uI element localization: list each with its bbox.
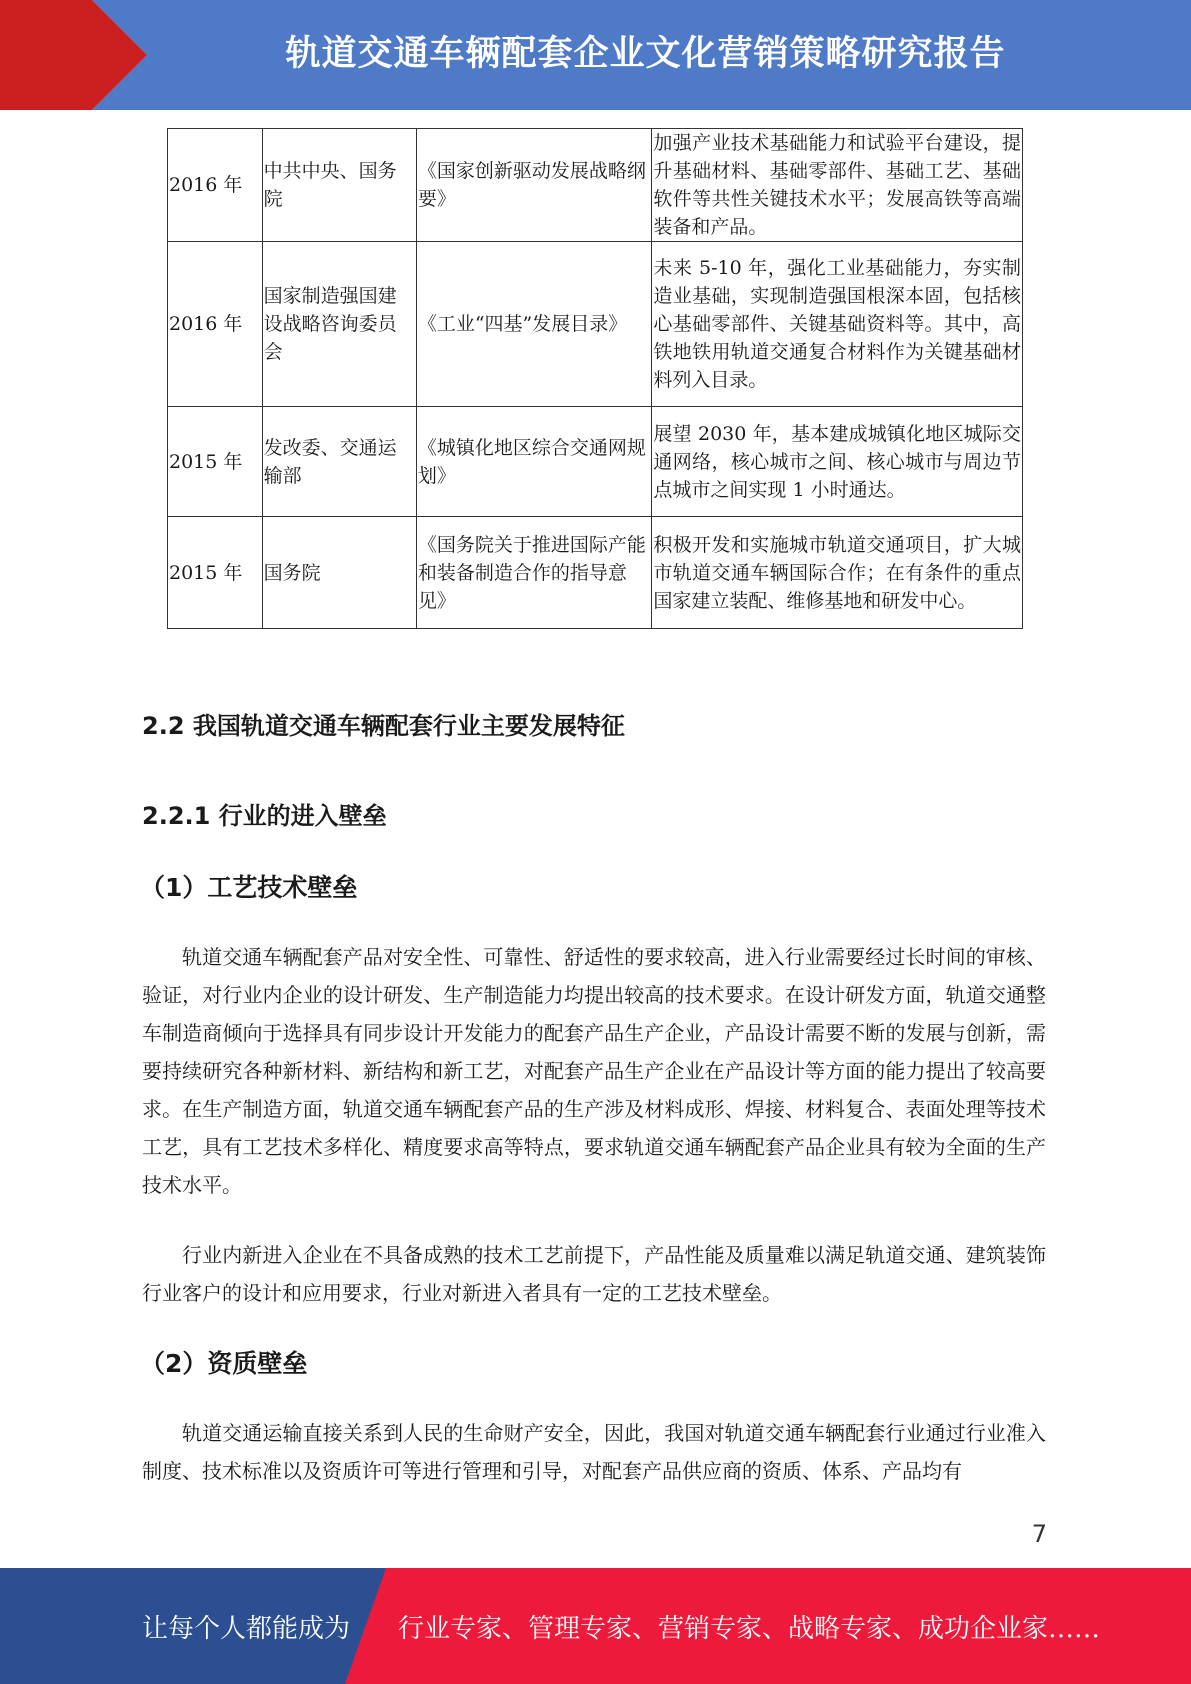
page-header-banner [0,0,1191,110]
table-cell-document: 《国家创新驱动发展战略纲要》 [416,129,652,242]
table-cell-content: 展望 2030 年，基本建成城镇化地区城际交通网络，核心城市之间、核心城市与周边节点城市之间实现 1 小时通达。 [652,407,1023,517]
footer-slogan-left: 让每个人都能成为 [142,1614,351,1644]
table-cell-content: 积极开发和实施城市轨道交通项目，扩大城市轨道交通车辆国际合作；在有条件的重点国家建立装配、维修基地和研发中心。 [652,517,1023,629]
table-cell-year: 2016 年 [168,242,263,407]
paragraph: 轨道交通车辆配套产品对安全性、可靠性、舒适性的要求较高，进入行业需要经过长时间的审核、验证，对行业内企业的设计研发、生产制造能力均提出较高的技术要求。在设计研发方面，轨道交通整车制造商倾向于选择具有同步设计开发能力的配套产品生产企业，产品设计需要不断的发展与创新，需要持续研究各种新材料、新结构和新工艺，对配套产品生产企业在产品设计等方面的能力提出了较高要求。在生产制造方面，轨道交通车辆配套产品的生产涉及材料成形、焊接、材料复合、表面处理等技术工艺，具有工艺技术多样化、精度要求高等特点，要求轨道交通车辆配套产品企业具有较为全面的生产技术水平。 [142,945,1046,1197]
paragraph: 轨道交通运输直接关系到人民的生命财产安全，因此，我国对轨道交通车辆配套行业通过行业准入制度、技术标准以及资质许可等进行管理和引导，对配套产品供应商的资质、体系、产品均有 [142,1421,1046,1483]
table-row [168,242,1023,407]
policy-table [167,128,1023,629]
table-cell-document: 《国务院关于推进国际产能和装备制造合作的指导意见》 [416,517,652,629]
table-cell-year: 2016 年 [168,129,263,242]
table-row [168,129,1023,242]
section-heading: 2.2 我国轨道交通车辆配套行业主要发展特征 [142,712,625,740]
table-row [168,407,1023,517]
subsection-heading: 2.2.1 行业的进入壁垒 [142,802,387,830]
table-cell-year: 2015 年 [168,517,263,629]
table-cell-issuer: 中共中央、国务院 [262,129,416,242]
paragraph: 行业内新进入企业在不具备成熟的技术工艺前提下，产品性能及质量难以满足轨道交通、建筑装饰行业客户的设计和应用要求，行业对新进入者具有一定的工艺技术壁垒。 [142,1243,1046,1305]
table-cell-content: 加强产业技术基础能力和试验平台建设，提升基础材料、基础零部件、基础工艺、基础软件等共性关键技术水平；发展高铁等高端装备和产品。 [652,129,1023,242]
table-cell-year: 2015 年 [168,407,263,517]
table-cell-content: 未来 5-10 年，强化工业基础能力，夯实制造业基础，实现制造强国根深本固，包括核心基础零部件、关键基础资料等。其中，高铁地铁用轨道交通复合材料作为关键基础材料列入目录。 [652,242,1023,407]
page-number: 7 [1031,1520,1047,1548]
footer-slogan-right: 行业专家、管理专家、营销专家、战略专家、成功企业家…… [398,1614,1101,1644]
table-cell-issuer: 发改委、交通运输部 [262,407,416,517]
header-chevron-arrow [0,0,150,110]
table-cell-issuer: 国务院 [262,517,416,629]
item-heading-qualification-barrier: （2）资质壁垒 [140,1349,308,1378]
item-heading-process-barrier: （1）工艺技术壁垒 [140,873,358,902]
table-row [168,517,1023,629]
table-cell-document: 《工业“四基”发展目录》 [416,242,652,407]
page-footer-banner [0,1568,1191,1684]
table-cell-document: 《城镇化地区综合交通网规划》 [416,407,652,517]
report-title: 轨道交通车辆配套企业文化营销策略研究报告 [285,34,1006,74]
table-cell-issuer: 国家制造强国建设战略咨询委员会 [262,242,416,407]
